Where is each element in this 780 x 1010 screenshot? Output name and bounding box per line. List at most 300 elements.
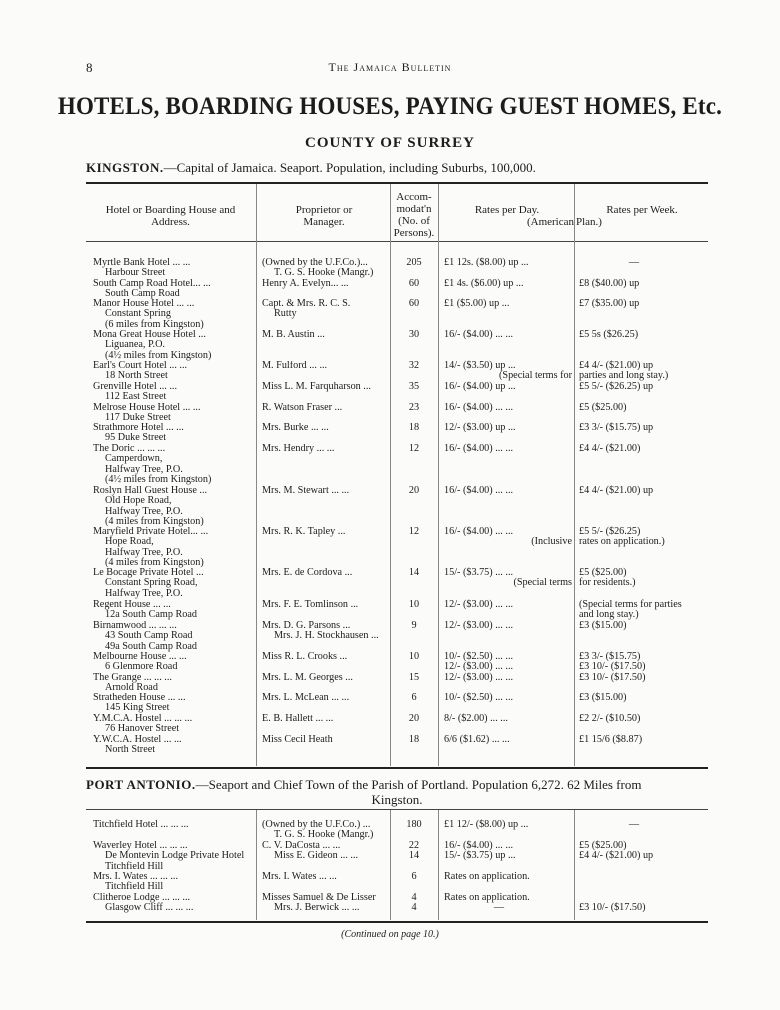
hotel-name-cell-line: 76 Hanover Street <box>105 723 180 735</box>
hotel-name-cell-line: Camperdown, <box>105 453 163 465</box>
proprietor-cell <box>262 714 390 724</box>
rate-per-day-line: 12/- ($3.00) ... ... <box>444 672 514 683</box>
proprietor-cell-line: T. G. S. Hooke (Mangr.) <box>274 267 374 279</box>
hotel-name-cell <box>93 423 253 444</box>
accommodation-value: 10 <box>408 651 420 662</box>
hotel-name-cell-line: Halfway Tree, P.O. <box>105 546 183 558</box>
accommodation-value: 30 <box>408 329 420 340</box>
hotel-name-cell <box>93 527 253 568</box>
proprietor-cell-line: Mrs. J. H. Stockhausen ... <box>274 630 379 642</box>
hotel-name-cell-line: Halfway Tree, P.O. <box>105 505 183 517</box>
hotel-name-cell <box>93 258 253 279</box>
hotel-name-cell-line: (4 miles from Kingston) <box>105 515 204 527</box>
rate-per-day-line: 6/6 ($1.62) ... ... <box>444 734 510 745</box>
accommodation-value: 9 <box>411 620 417 631</box>
rate-per-day-line: 12/- ($3.00) up ... <box>444 422 516 433</box>
rate-per-day-line: 10/- ($2.50) ... ... <box>444 651 514 662</box>
rate-per-day-line: 16/- ($4.00) ... ... <box>444 526 514 537</box>
rate-per-day-line: 14/- ($3.50) up ... <box>444 360 516 371</box>
hotel-name-cell-line: Melbourne House ... ... <box>93 651 187 662</box>
accommodation-cell <box>394 600 434 610</box>
rate-per-day-line: 12/- ($3.00) ... ... <box>444 599 514 610</box>
hotel-name-cell <box>93 820 253 830</box>
hotel-name-cell-line: 12a South Camp Road <box>105 609 197 621</box>
rate-per-week-cell <box>579 652 709 673</box>
accommodation-cell <box>394 361 434 371</box>
hotel-name-cell <box>93 403 253 424</box>
proprietor-cell-line: T. G. S. Hooke (Mangr.) <box>274 829 374 841</box>
rate-per-day-cell <box>444 893 572 914</box>
rate-per-week-line: £2 2/- ($10.50) <box>579 713 641 724</box>
proprietor-cell-line: Mrs. M. Stewart ... ... <box>262 486 350 496</box>
rate-per-week-cell <box>579 735 709 745</box>
proprietor-cell-line: M. Fulford ... ... <box>262 361 328 371</box>
rate-per-week-cell <box>579 673 709 683</box>
hotel-name-cell-line: Clitheroe Lodge ... ... ... <box>93 892 191 903</box>
hotel-name-cell-line: De Montevin Lodge Private Hotel <box>105 850 245 862</box>
accommodation-cell <box>394 279 434 289</box>
column-header-rates-week <box>576 204 708 228</box>
hotel-name-cell-line: Titchfield Hill <box>105 881 164 893</box>
proprietor-cell-line: Mrs. D. G. Parsons ... <box>262 621 351 631</box>
proprietor-cell <box>262 330 390 340</box>
rate-per-day-line: 16/- ($4.00) up ... <box>444 381 516 392</box>
rate-per-day-line: 16/- ($4.00) ... ... <box>444 485 514 496</box>
rate-per-week-line: £5 5/- ($26.25) <box>579 526 641 537</box>
rate-per-day-line: (Special terms <box>513 577 572 589</box>
rate-per-day-cell <box>444 330 572 340</box>
hotel-name-cell-line: Hope Road, <box>105 536 154 548</box>
rate-per-week-cell <box>579 693 709 703</box>
hotel-name-cell <box>93 568 253 599</box>
rate-per-day-cell <box>444 568 572 589</box>
column-header-proprietor <box>258 204 390 228</box>
hotel-name-cell-line: Birnamwood ... ... ... <box>93 620 177 631</box>
hotel-name-cell-line: Titchfield Hill <box>105 860 164 872</box>
rate-per-week-cell <box>579 893 709 914</box>
proprietor-cell <box>262 841 390 862</box>
column-divider <box>574 810 575 920</box>
rate-per-day-line: 15/- ($3.75) up ... <box>444 850 516 862</box>
rate-per-day-cell <box>444 361 572 382</box>
hotel-name-cell-line: (6 miles from Kingston) <box>105 318 204 330</box>
hotel-name-cell-line: Harbour Street <box>105 267 166 279</box>
column-header-accommodation-line: modat'n <box>396 203 432 215</box>
hotel-name-cell-line: North Street <box>105 744 156 756</box>
rate-per-week-cell <box>579 486 709 496</box>
rate-per-week-line: £7 ($35.00) up <box>579 298 640 309</box>
rate-per-day-cell <box>444 693 572 703</box>
column-divider <box>390 810 391 920</box>
proprietor-cell <box>262 600 390 610</box>
hotel-name-cell <box>93 330 253 361</box>
accommodation-cell <box>394 714 434 724</box>
rate-per-week-line: £3 10/- ($17.50) <box>579 661 646 673</box>
running-title: The Jamaica Bulletin <box>328 60 452 74</box>
hotel-name-cell <box>93 893 253 914</box>
rate-per-week-cell <box>579 841 709 862</box>
accommodation-cell <box>394 299 434 309</box>
rate-per-week-cell <box>579 258 709 268</box>
rate-per-day-cell <box>444 279 572 289</box>
hotel-name-cell-line: Strathmore Hotel ... ... <box>93 422 184 433</box>
rate-per-week-cell <box>579 568 709 589</box>
accommodation-value: 18 <box>408 734 420 745</box>
accommodation-value: 60 <box>408 298 420 309</box>
proprietor-cell-line: Mrs. F. E. Tomlinson ... <box>262 600 359 610</box>
rate-per-week-line: — <box>628 257 640 268</box>
continued-note: (Continued on page 10.) <box>341 929 439 940</box>
hotel-name-cell-line: Y.M.C.A. Hostel ... ... ... <box>93 713 193 724</box>
accommodation-value: 22 <box>408 840 420 851</box>
hotel-name-cell-line: (4½ miles from Kingston) <box>105 349 212 361</box>
rate-per-week-line: £5 ($25.00) <box>579 840 627 851</box>
rate-per-week-line: £3 10/- ($17.50) <box>579 672 646 683</box>
hotel-name-cell-line: Melrose House Hotel ... ... <box>93 402 201 413</box>
accommodation-value: 20 <box>408 713 420 724</box>
hotel-name-cell-line: 112 East Street <box>105 391 167 403</box>
hotel-name-cell-line: 6 Glenmore Road <box>105 661 178 673</box>
column-header-rates-day-line: (American <box>526 216 574 228</box>
proprietor-cell <box>262 568 390 578</box>
proprietor-cell-line: Miss E. Gideon ... ... <box>274 850 359 862</box>
rate-per-week-line: £5 5s ($26.25) <box>579 329 639 340</box>
column-header-proprietor-line: Proprietor or <box>295 204 353 216</box>
proprietor-cell <box>262 486 390 496</box>
port-antonio-description: —Seaport and Chief Town of the Parish of Portland. Population 6,272. 62 Miles from <box>195 777 642 792</box>
column-header-accommodation-line: Persons). <box>393 227 435 239</box>
proprietor-cell-line: R. Watson Fraser ... <box>262 403 343 413</box>
proprietor-cell <box>262 693 390 703</box>
proprietor-cell-line: Mrs. L. M. Georges ... <box>262 673 353 683</box>
proprietor-cell <box>262 299 390 320</box>
hotel-name-cell-line: Y.W.C.A. Hostel ... ... <box>93 734 182 745</box>
proprietor-cell <box>262 735 390 745</box>
proprietor-cell <box>262 258 390 279</box>
hotel-name-cell <box>93 600 253 621</box>
rate-per-week-line: £4 4/- ($21.00) up <box>579 485 654 496</box>
kingston-name: KINGSTON. <box>86 160 164 175</box>
rate-per-day-cell <box>444 820 572 830</box>
rate-per-week-cell <box>579 621 709 631</box>
accommodation-value: 20 <box>408 485 420 496</box>
rate-per-day-line: £1 ($5.00) up ... <box>444 298 510 309</box>
rate-per-week-cell <box>579 600 709 621</box>
column-divider <box>574 184 575 766</box>
hotel-name-cell <box>93 673 253 694</box>
rate-per-day-cell <box>444 652 572 673</box>
accommodation-value: 35 <box>408 381 420 392</box>
page-number: 8 <box>86 60 93 75</box>
kingston-bottom-rule <box>86 767 708 769</box>
rate-per-week-line: £5 ($25.00) <box>579 402 627 413</box>
accommodation-cell <box>394 872 434 882</box>
rate-per-day-cell <box>444 600 572 610</box>
hotel-name-cell-line: Waverley Hotel ... ... ... <box>93 840 188 851</box>
proprietor-cell <box>262 423 390 433</box>
hotel-name-cell <box>93 382 253 403</box>
rate-per-day-cell <box>444 258 572 268</box>
rate-per-day-cell <box>444 872 572 882</box>
accommodation-value: 6 <box>411 871 417 882</box>
proprietor-cell <box>262 444 390 454</box>
port-antonio-top-rule <box>86 809 708 810</box>
column-header-rates-week-line: Plan.) <box>576 216 602 228</box>
proprietor-cell-line: Miss Cecil Heath <box>262 735 333 745</box>
rate-per-day-line: 16/- ($4.00) ... ... <box>444 840 514 851</box>
rate-per-day-line: 16/- ($4.00) ... ... <box>444 329 514 340</box>
accommodation-value: 12 <box>408 443 420 454</box>
rate-per-day-cell <box>444 527 572 548</box>
hotel-name-cell <box>93 693 253 714</box>
rate-per-week-line: £3 10/- ($17.50) <box>579 902 646 914</box>
hotel-name-cell-line: Stratheden House ... ... <box>93 692 186 703</box>
accommodation-cell <box>394 258 434 268</box>
column-divider <box>256 184 257 766</box>
accommodation-cell <box>394 527 434 537</box>
proprietor-cell-line: (Owned by the U.F.Co.)... <box>262 258 368 268</box>
proprietor-cell-line: (Owned by the U.F.Co.) ... <box>262 820 371 830</box>
proprietor-cell <box>262 403 390 413</box>
rate-per-day-line: 12/- ($3.00) ... ... <box>444 661 514 673</box>
port-antonio-description-cont: Kingston. <box>371 792 423 807</box>
rate-per-week-cell <box>579 403 709 413</box>
rate-per-week-line: £3 3/- ($15.75) <box>579 651 641 662</box>
hotel-name-cell <box>93 841 253 872</box>
rate-per-day-cell <box>444 444 572 454</box>
rate-per-week-cell <box>579 299 709 309</box>
column-divider <box>438 184 439 766</box>
hotel-name-cell-line: Constant Spring <box>105 308 171 320</box>
rate-per-day-line: £1 12/- ($8.00) up ... <box>444 819 529 830</box>
hotel-name-cell-line: Regent House ... ... <box>93 599 171 610</box>
rate-per-week-line: £3 ($15.00) <box>579 692 627 703</box>
hotel-name-cell-line: The Grange ... ... ... <box>93 672 172 683</box>
accommodation-value: 10 <box>408 599 420 610</box>
proprietor-cell <box>262 820 390 841</box>
rate-per-week-line: for residents.) <box>579 577 636 589</box>
rate-per-week-line: parties and long stay.) <box>579 370 669 382</box>
proprietor-cell-line: Mrs. E. de Cordova ... <box>262 568 353 578</box>
accommodation-value: 12 <box>408 526 420 537</box>
hotel-name-cell-line: 18 North Street <box>105 370 168 382</box>
hotel-name-cell-line: Mrs. I. Wates ... ... ... <box>93 871 179 882</box>
rate-per-day-line: (Inclusive <box>531 536 572 548</box>
hotel-name-cell-line: Le Bocage Private Hotel ... <box>93 567 204 578</box>
accommodation-cell <box>394 330 434 340</box>
accommodation-cell <box>394 841 434 862</box>
proprietor-cell-line: Mrs. Burke ... ... <box>262 423 329 433</box>
proprietor-cell <box>262 652 390 662</box>
rate-per-week-cell <box>579 330 709 340</box>
rate-per-day-line: 16/- ($4.00) ... ... <box>444 443 514 454</box>
rate-per-week-cell <box>579 527 709 548</box>
rate-per-day-line: (Special terms for <box>499 370 572 382</box>
rate-per-week-line: rates on application.) <box>579 536 665 548</box>
hotel-name-cell <box>93 444 253 485</box>
hotel-name-cell <box>93 486 253 527</box>
accommodation-value: 14 <box>408 567 420 578</box>
rate-per-week-cell <box>579 820 709 830</box>
rate-per-day-line: 12/- ($3.00) ... ... <box>444 620 514 631</box>
accommodation-cell <box>394 621 434 631</box>
column-header-rates-day-line: Rates per Day. <box>474 204 540 216</box>
accommodation-value: 180 <box>406 819 422 830</box>
rate-per-week-line: £5 ($25.00) <box>579 567 627 578</box>
hotel-name-cell <box>93 279 253 300</box>
hotel-name-cell-line: Halfway Tree, P.O. <box>105 463 183 475</box>
rate-per-week-cell <box>579 382 709 392</box>
rate-per-day-line: Rates on application. <box>444 892 530 903</box>
proprietor-cell <box>262 673 390 683</box>
accommodation-cell <box>394 403 434 413</box>
column-header-hotel-line: Hotel or Boarding House and <box>105 204 236 216</box>
hotel-name-cell-line: Grenville Hotel ... ... <box>93 381 178 392</box>
proprietor-cell <box>262 279 390 289</box>
accommodation-cell <box>394 652 434 662</box>
rate-per-day-line: — <box>493 902 505 914</box>
column-header-accommodation <box>391 191 437 239</box>
accommodation-value: 60 <box>408 278 420 289</box>
rate-per-week-cell <box>579 361 709 382</box>
proprietor-cell-line: Mrs. L. McLean ... ... <box>262 693 350 703</box>
accommodation-cell <box>394 568 434 578</box>
rate-per-day-line: 10/- ($2.50) ... ... <box>444 692 514 703</box>
hotel-name-cell <box>93 652 253 673</box>
kingston-description: —Capital of Jamaica. Seaport. Population, including Suburbs, 100,000. <box>163 160 536 175</box>
proprietor-cell <box>262 893 390 914</box>
proprietor-cell-line: Miss R. L. Crooks ... <box>262 652 348 662</box>
rate-per-day-line: 15/- ($3.75) ... ... <box>444 567 514 578</box>
hotel-name-cell-line: (4½ miles from Kingston) <box>105 473 212 485</box>
rate-per-week-cell <box>579 423 709 433</box>
kingston-heading <box>86 160 536 176</box>
column-divider <box>256 810 257 920</box>
column-header-hotel <box>88 204 253 228</box>
rate-per-week-line: (Special terms for parties <box>579 599 682 610</box>
proprietor-cell-line: M. B. Austin ... <box>262 330 325 340</box>
hotel-name-cell-line: Old Hope Road, <box>105 495 172 507</box>
hotel-name-cell-line: Constant Spring Road, <box>105 577 198 589</box>
rate-per-week-line: £3 ($15.00) <box>579 620 627 631</box>
table-top-rule <box>86 182 708 184</box>
rate-per-day-cell <box>444 735 572 745</box>
rate-per-week-line: £4 4/- ($21.00) up <box>579 850 654 862</box>
rate-per-day-line: 16/- ($4.00) ... ... <box>444 402 514 413</box>
accommodation-cell <box>394 820 434 830</box>
hotel-name-cell-line: Manor House Hotel ... ... <box>93 298 195 309</box>
hotel-name-cell <box>93 299 253 330</box>
proprietor-cell-line: Mrs. R. K. Tapley ... <box>262 527 346 537</box>
proprietor-cell <box>262 361 390 371</box>
rate-per-week-cell <box>579 444 709 454</box>
proprietor-cell <box>262 872 390 882</box>
page-title: HOTELS, BOARDING HOUSES, PAYING GUEST HOMES, Etc. <box>57 93 723 120</box>
rate-per-week-line: £5 5/- ($26.25) up <box>579 381 654 392</box>
rate-per-week-line: — <box>628 819 640 830</box>
accommodation-value: 4 <box>411 902 417 914</box>
column-divider <box>390 184 391 766</box>
proprietor-cell <box>262 382 390 392</box>
rate-per-week-cell <box>579 279 709 289</box>
hotel-name-cell <box>93 714 253 735</box>
port-antonio-heading <box>86 777 708 807</box>
proprietor-cell-line: Capt. & Mrs. R. C. S. <box>262 299 351 309</box>
rate-per-day-cell <box>444 382 572 392</box>
hotel-name-cell-line: Myrtle Bank Hotel ... ... <box>93 257 191 268</box>
accommodation-value: 18 <box>408 422 420 433</box>
rate-per-week-line: £3 3/- ($15.75) up <box>579 422 654 433</box>
rate-per-day-line: £1 12s. ($8.00) up ... <box>444 257 529 268</box>
rate-per-day-line: Rates on application. <box>444 871 530 882</box>
rate-per-day-cell <box>444 621 572 631</box>
accommodation-value: 15 <box>408 672 420 683</box>
hotel-name-cell-line: South Camp Road <box>105 288 180 300</box>
accommodation-value: 23 <box>408 402 420 413</box>
hotel-name-cell-line: South Camp Road Hotel... ... <box>93 278 211 289</box>
proprietor-cell-line: E. B. Hallett ... ... <box>262 714 334 724</box>
rate-per-day-cell <box>444 841 572 862</box>
column-header-rates-day <box>440 204 574 228</box>
hotel-name-cell-line: 117 Duke Street <box>105 412 171 424</box>
hotel-name-cell-line: 43 South Camp Road <box>105 630 193 642</box>
rate-per-day-cell <box>444 403 572 413</box>
rate-per-day-cell <box>444 486 572 496</box>
column-header-accommodation-line: (No. of <box>398 215 430 227</box>
proprietor-cell-line: C. V. DaCosta ... ... <box>262 841 341 851</box>
accommodation-cell <box>394 444 434 454</box>
hotel-name-cell-line: Earl's Court Hotel ... ... <box>93 360 188 371</box>
port-antonio-name: PORT ANTONIO. <box>86 777 196 792</box>
proprietor-cell <box>262 527 390 537</box>
hotel-name-cell <box>93 621 253 652</box>
page-bottom-rule <box>86 921 708 923</box>
column-header-hotel-line: Address. <box>151 216 190 228</box>
column-header-proprietor-line: Manager. <box>303 216 345 228</box>
accommodation-value: 14 <box>408 850 420 862</box>
proprietor-cell-line: Mrs. Hendry ... ... <box>262 444 335 454</box>
accommodation-value: 32 <box>408 360 420 371</box>
accommodation-cell <box>394 423 434 433</box>
rate-per-week-line: £4 4/- ($21.00) up <box>579 360 654 371</box>
hotel-name-cell-line: Titchfield Hotel ... ... ... <box>93 819 189 830</box>
rate-per-day-cell <box>444 714 572 724</box>
rate-per-day-line: £1 4s. ($6.00) up ... <box>444 278 524 289</box>
rate-per-day-cell <box>444 673 572 683</box>
column-divider <box>438 810 439 920</box>
rate-per-day-cell <box>444 423 572 433</box>
proprietor-cell-line: Rutty <box>274 308 297 320</box>
accommodation-cell <box>394 693 434 703</box>
accommodation-cell <box>394 382 434 392</box>
hotel-name-cell <box>93 872 253 893</box>
hotel-name-cell-line: 145 King Street <box>105 702 170 714</box>
hotel-name-cell-line: The Doric ... ... ... <box>93 443 166 454</box>
proprietor-cell-line: Miss L. M. Farquharson ... <box>262 382 371 392</box>
accommodation-cell <box>394 893 434 914</box>
hotel-name-cell-line: Halfway Tree, P.O. <box>105 587 183 599</box>
county-heading: COUNTY OF SURREY <box>305 135 475 151</box>
accommodation-cell <box>394 673 434 683</box>
proprietor-cell-line: Henry A. Evelyn... ... <box>262 279 349 289</box>
proprietor-cell <box>262 621 390 642</box>
rate-per-week-line: and long stay.) <box>579 609 639 621</box>
accommodation-value: 6 <box>411 692 417 703</box>
proprietor-cell-line: Mrs. I. Wates ... ... <box>262 872 337 882</box>
column-header-accommodation-line: Accom- <box>396 191 432 203</box>
rate-per-day-cell <box>444 299 572 309</box>
accommodation-cell <box>394 735 434 745</box>
